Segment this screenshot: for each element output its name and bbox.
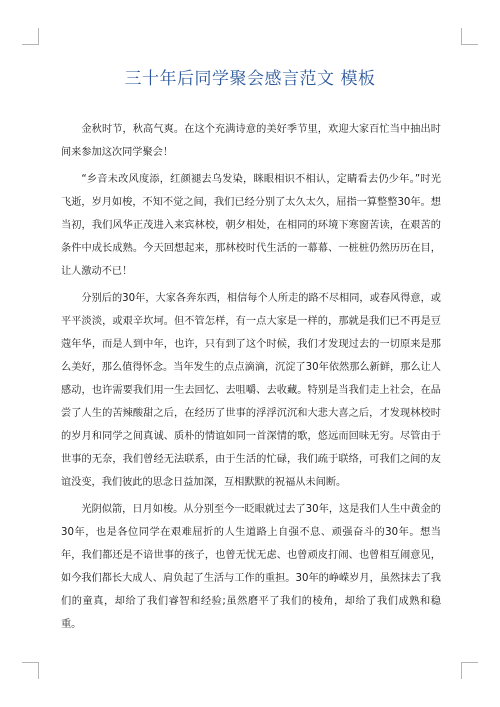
- document-body: [61, 118, 441, 640]
- page-corner-mark-top-left: [22, 28, 39, 45]
- paragraph-3: 分别后的30年，大家各奔东西，相信每个人所走的路不尽相同，或春风得意，或平平淡淡，或艰辛坎坷。但不管怎样，有一点大家是一样的，那就是我们已不再是豆蔻年华，而是人到中年，也许，只有到了这个时候，我们才发现过去的一切原来是那么美好，那么值得怀念。当年发生的点点滴滴，沉淀了30年依然那么新鲜，那么让人感动，也许需要我们用一生去回忆、去咀嚼、去收藏。特别是当我们走上社会，在品尝了人生的苦辣酸甜之后，在经历了世事的浮浮沉沉和大悲大喜之后，才发现林校时的岁月和同学之间真诚、质朴的情谊如同一首深情的歌，悠远而回味无穷。尽管由于世事的无奈，我们曾经无法联系，由于生活的忙碌，我们疏于联络，可我们之间的友谊没变，我们彼此的思念日益加深，互相默默的祝福从未间断。: [61, 293, 441, 488]
- paragraph-1: 金秋时节，秋高气爽。在这个充满诗意的美好季节里，欢迎大家百忙当中抽出时间来参加这次同学聚会！: [61, 124, 441, 158]
- paragraph-2: “乡音未改风度添，红颜褪去乌发染，眯眼相识不相认，定睛看去仍少年。”时光飞逝，岁月如梭，不知不觉之间，我们已经分别了太久太久，屈指一算整整30年。想当初，我们风华正茂进入来宾林校，朝夕相处，在相同的环境下寒窗苦读，在艰苦的条件中成长成熟。今天回想起来，那林校时代生活的一幕幕、一桩桩仍然历历在目，让人激动不已！: [61, 174, 441, 277]
- page-corner-mark-bottom-left: [22, 662, 39, 679]
- paragraph-4: 光阴似箭，日月如梭。从分别至今一眨眼就过去了30年，这是我们人生中黄金的30年，也是各位同学在艰难屈折的人生道路上自强不息、顽强奋斗的30年。想当年，我们都还是不谙世事的孩子，也曾无忧无虑、也曾顽皮打闹、也曾相互闹意见，如今我们都长大成人、肩负起了生活与工作的重担。30年的峥嵘岁月，虽然抹去了我们的童真，却给了我们睿智和经验;虽然磨平了我们的棱角，却给了我们成熟和稳重。: [61, 504, 441, 630]
- document-title: 三十年后同学聚会感言范文 模板: [124, 69, 376, 89]
- page-corner-mark-top-right: [461, 28, 478, 45]
- page-corner-mark-bottom-right: [461, 662, 478, 679]
